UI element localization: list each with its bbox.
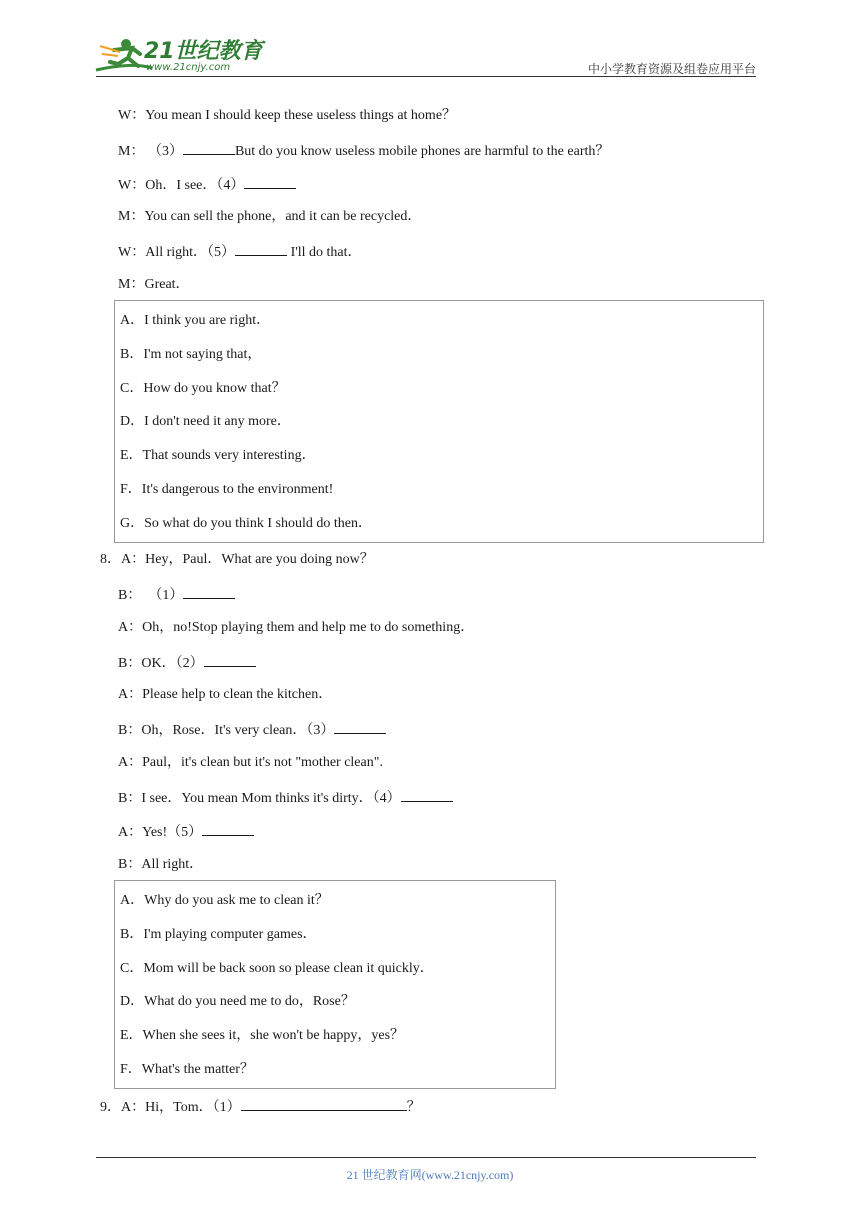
dialogue-line: M： （3） But do you know useless mobile phones are harmful to the earth？ xyxy=(118,141,609,161)
answer-blank[interactable] xyxy=(183,141,235,155)
answer-blank[interactable] xyxy=(241,1097,407,1111)
logo-url-text: www.21cnjy.com xyxy=(146,62,231,73)
dialogue-line: A：Please help to clean the kitchen． xyxy=(118,687,333,702)
dialogue-line: B：OK．（2） xyxy=(118,653,256,673)
option-item: F．It's dangerous to the environment! xyxy=(120,482,334,497)
answer-blank[interactable] xyxy=(183,585,235,599)
option-item: D．What do you need me to do，Rose？ xyxy=(120,994,355,1009)
option-item: E．That sounds very interesting． xyxy=(120,448,316,463)
dialogue-line: B：Oh，Rose．It's very clean．（3） xyxy=(118,720,386,740)
answer-blank[interactable] xyxy=(204,653,256,667)
answer-blank[interactable] xyxy=(401,788,453,802)
dialogue-line: A：Oh，no!Stop playing them and help me to do something． xyxy=(118,620,475,635)
dialogue-line: W：You mean I should keep these useless things at home？ xyxy=(118,108,457,123)
dialogue-line: W：Oh．I see．（4） xyxy=(118,175,296,195)
dialogue-line: W：All right．（5） I'll do that． xyxy=(118,242,362,262)
option-item: A．I think you are right． xyxy=(120,313,271,328)
dialogue-line: B：All right． xyxy=(118,857,204,872)
option-item: E．When she sees it，she won't be happy，yes？ xyxy=(120,1028,405,1043)
option-item: C．How do you know that？ xyxy=(120,381,286,396)
option-item: C．Mom will be back soon so please clean it quickly． xyxy=(120,961,434,976)
dialogue-line: B：I see．You mean Mom thinks it's dirty．（4） xyxy=(118,788,453,808)
option-item: A．Why do you ask me to clean it？ xyxy=(120,893,329,908)
answer-blank[interactable] xyxy=(202,822,254,836)
logo-text: 21世纪教育 xyxy=(144,39,263,64)
answer-blank[interactable] xyxy=(244,175,296,189)
question-number: 8． xyxy=(100,552,121,567)
dialogue-line: B： （1） xyxy=(118,585,235,605)
dialogue-line: A：Yes!（5） xyxy=(118,822,254,842)
dialogue-line: A：Paul，it's clean but it's not "mother clean". xyxy=(118,755,383,770)
question-8-first-line: 8．A：Hey，Paul．What are you doing now？ xyxy=(100,552,374,567)
dialogue-line: M：You can sell the phone，and it can be recycled． xyxy=(118,209,422,224)
option-item: B．I'm playing computer games． xyxy=(120,927,317,942)
dialogue-line: M：Great． xyxy=(118,277,190,292)
option-item: F．What's the matter？ xyxy=(120,1062,254,1077)
site-logo xyxy=(92,34,262,76)
footer-divider xyxy=(96,1157,756,1158)
answer-blank[interactable] xyxy=(235,242,287,256)
question-number: 9． xyxy=(100,1100,121,1115)
option-item: G．So what do you think I should do then． xyxy=(120,516,372,531)
option-item: B．I'm not saying that， xyxy=(120,347,262,362)
options-box xyxy=(114,880,556,1089)
answer-blank[interactable] xyxy=(334,720,386,734)
header-platform-text: 中小学教育资源及组卷应用平台 xyxy=(587,62,756,76)
option-item: D．I don't need it any more． xyxy=(120,414,291,429)
header-divider xyxy=(96,76,756,77)
footer-text: 21 世纪教育网(www.21cnjy.com) xyxy=(346,1168,514,1182)
question-9-first-line: 9．A：Hi，Tom．（1） ？ xyxy=(100,1097,421,1117)
